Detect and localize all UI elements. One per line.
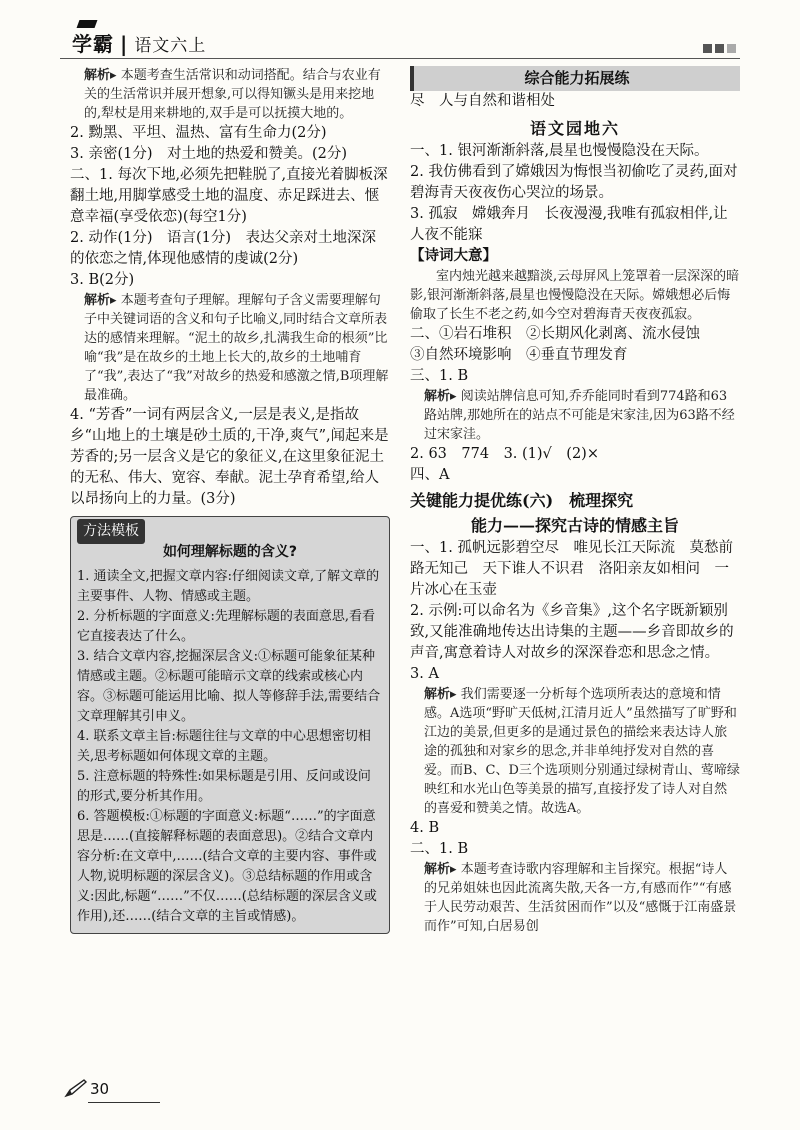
method-item: 5. 注意标题的特殊性:如果标题是引用、反问或设问的形式,要分析其作用。 xyxy=(77,769,371,804)
answer-line: 3. B(2分) xyxy=(70,272,135,288)
method-item: 4. 联系文章主旨:标题往往与文章的中心思想密切相关,思考标题如何体现文章的主题。 xyxy=(77,729,371,764)
answer-line: 4. B xyxy=(410,820,440,836)
answer-line: 3. 亲密(1分) 对土地的热爱和赞美。(2分) xyxy=(70,146,348,162)
section-heading: 关键能力提优练(六) 梳理探究 xyxy=(410,491,634,510)
graduation-cap-icon xyxy=(77,20,98,28)
poem-meaning-label: 【诗词大意】 xyxy=(410,248,497,264)
section-banner: 综合能力拓展练 xyxy=(410,66,740,91)
poem-meaning-text: 室内烛光越来越黯淡,云母屏风上笼罩着一层深深的暗影,银河渐渐斜落,晨星也慢慢隐没在天际。嫦娥想必后悔偷取了长生不老之药,如今空对碧海青天夜夜孤寂。 xyxy=(410,269,740,322)
answer-line: 三、1. B xyxy=(410,368,469,384)
analysis-note: 解析▸ 阅读站牌信息可知,乔乔能同时看到774路和63路站牌,那她所在的站点不可能是宋家洼,因为63路不经过宋家洼。 xyxy=(424,389,735,442)
answer-line: 3. 孤寂 嫦娥奔月 长夜漫漫,我唯有孤寂相伴,让人夜不能寐 xyxy=(410,206,728,243)
answer-line: 2. 示例:可以命名为《乡音集》,这个名字既新颖别致,又能准确地传达出诗集的主题——乡音即故乡的声音,寓意着诗人对故乡的深深眷恋和思念之情。 xyxy=(410,603,734,661)
brand-name: 学霸 xyxy=(72,32,114,56)
answer-line: 二、1. 每次下地,必须先把鞋脱了,直接光着脚板深翻土地,用脚掌感受土地的温度、赤足踩进去、惬意幸福(享受依恋)(每空1分) xyxy=(70,167,388,225)
answer-line: 2. 动作(1分) 语言(1分) 表达父亲对土地深深的依恋之情,体现他感情的虔诚(2分) xyxy=(70,230,377,267)
answer-line: 二、1. B xyxy=(410,841,469,857)
book-subtitle: 语文六上 xyxy=(134,36,207,56)
method-template-tab: 方法模板 xyxy=(77,519,145,544)
method-item: 6. 答题模板:①标题的字面意义:标题“……”的字面意思是……(直接解释标题的表面意思)。②结合文章内容分析:在文章中,……(结合文章的主要内容、事件或人物,说明标题的深层含义)。③总结标题的作用或含义:因此,标题“……”不仅……(总结标题的深层含义或作用),还……(结合文章的主旨或情感)。 xyxy=(77,809,377,924)
section-heading: 语文园地六 xyxy=(529,119,620,138)
answer-line: 一、1. 孤帆远影碧空尽 唯见长江天际流 莫愁前路无知己 天下谁人不识君 洛阳亲友如相问 一片冰心在玉壶 xyxy=(410,540,733,598)
analysis-note: 解析▸ 本题考查诗歌内容理解和主旨探究。根据“诗人的兄弟姐妹也因此流离失散,天各一方,有感而作”“有感于人民劳动艰苦、生活贫困而作”以及“感慨于江南盛景而作”可知,白居易创 xyxy=(424,862,737,934)
brand-title: 学霸 | 语文六上 xyxy=(72,32,207,56)
answer-line: 一、1. 银河渐渐斜落,晨星也慢慢隐没在天际。 xyxy=(410,143,709,159)
method-template-box xyxy=(70,516,390,934)
left-column xyxy=(70,66,390,934)
answer-line: 2. 63 774 3. (1)√ (2)× xyxy=(410,446,599,462)
analysis-note: 解析▸ 本题考查生活常识和动词搭配。结合与农业有关的生活常识并展开想象,可以得知镢头是用来挖地的,犁杖是用来耕地的,双手是可以抚摸大地的。 xyxy=(84,68,381,121)
answer-line: 二、①岩石堆积 ②长期风化剥离、流水侵蚀 xyxy=(410,326,700,342)
answer-line: ③自然环境影响 ④垂直节理发育 xyxy=(410,347,628,363)
right-column xyxy=(410,66,740,936)
pencil-icon xyxy=(64,1078,88,1098)
page-header xyxy=(60,18,740,59)
method-item: 2. 分析标题的字面意义:先理解标题的表面意思,看看它直接表达了什么。 xyxy=(77,609,376,644)
analysis-note: 解析▸ 我们需要逐一分析每个选项所表达的意境和情感。A选项“野旷天低树,江清月近人”虽然描写了旷野和江边的美景,但更多的是通过景色的描绘来表达诗人旅途的孤独和对家乡的思念,并非单纯抒发对自然的喜爱。而B、C、D三个选项则分别通过绿树青山、莺啼绿映红和水光山色等美景的描写,直接抒发了诗人对自然的喜爱和赞美之情。故选A。 xyxy=(424,687,740,816)
footer-divider xyxy=(88,1102,160,1103)
answer-line: 3. A xyxy=(410,666,439,682)
method-template-title: 如何理解标题的含义? xyxy=(162,544,298,560)
page-number: 30 xyxy=(90,1080,110,1098)
decorative-squares xyxy=(700,38,736,57)
answer-line: 4. “芳香”一词有两层含义,一层是表义,是指故乡“山地上的土壤是砂土质的,干净,爽气”,闻起来是芳香的;另一层含义是它的象征义,在这里象征泥土的无私、伟大、宽容、奉献。泥土孕育希望,给人以昂扬向上的力量。(3分) xyxy=(70,407,389,507)
answer-line: 四、A xyxy=(410,467,450,483)
analysis-note: 解析▸ 本题考查句子理解。理解句子含义需要理解句子中关键词语的含义和句子比喻义,同时结合文章所表达的感情来理解。“泥土的故乡,扎满我生命的根须”比喻“我”是在故乡的土地上长大的,故乡的土地哺育了“我”,表达了“我”对故乡的热爱和感激之情,B项理解最准确。 xyxy=(84,293,389,403)
method-item: 1. 通读全文,把握文章内容:仔细阅读文章,了解文章的主要事件、人物、情感或主题。 xyxy=(77,569,380,604)
answer-line: 2. 我仿佛看到了嫦娥因为悔恨当初偷吃了灵药,面对碧海青天夜夜伤心哭泣的场景。 xyxy=(410,164,738,201)
section-subheading: 能力——探究古诗的情感主旨 xyxy=(470,516,679,535)
answer-line: 2. 黝黑、平坦、温热、富有生命力(2分) xyxy=(70,125,327,141)
answer-line: 尽 人与自然和谐相处 xyxy=(410,93,555,109)
method-item: 3. 结合文章内容,挖掘深层含义:①标题可能象征某种情感或主题。②标题可能暗示文章的线索或核心内容。③标题可能运用比喻、拟人等修辞手法,需要结合文章理解其引申义。 xyxy=(77,649,381,724)
